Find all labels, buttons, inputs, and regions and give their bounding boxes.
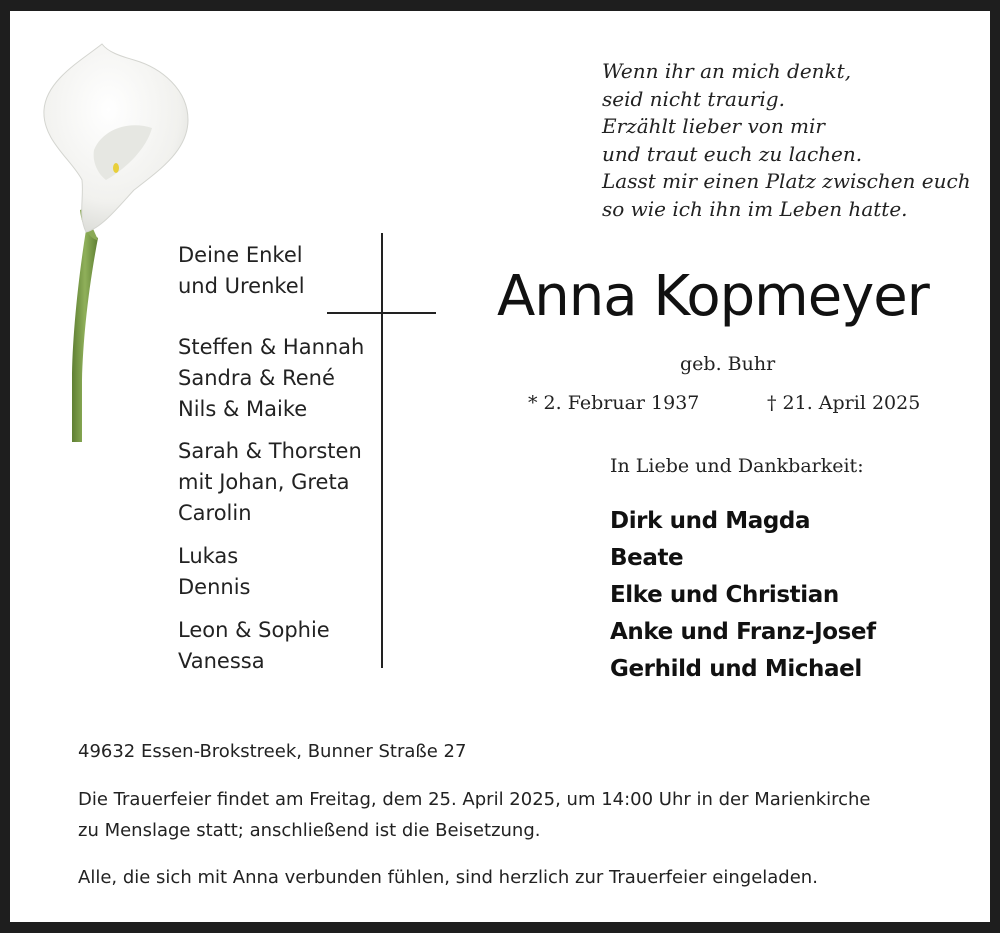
cross-vertical-bar [381, 233, 383, 668]
invitation-text: Alle, die sich mit Anna verbunden fühlen, sind herzlich zur Trauerfeier eingeladen. [78, 867, 818, 888]
poem-line: Wenn ihr an mich denkt, [602, 59, 852, 83]
grandchild-entry: Sandra & René [178, 366, 335, 390]
cross-horizontal-bar [327, 312, 436, 314]
grandchildren-group [178, 615, 330, 677]
poem-line: seid nicht traurig. [602, 86, 785, 111]
calla-lily-icon [42, 40, 192, 442]
mourner-name: Anke und Franz-Josef [610, 619, 876, 645]
mourner-name: Dirk und Magda [610, 508, 811, 534]
mourners-intro: In Liebe und Dankbarkeit: [610, 455, 864, 477]
ceremony-line: zu Menslage statt; anschließend ist die Beisetzung. [78, 820, 541, 841]
ceremony-line: Die Trauerfeier findet am Freitag, dem 25. April 2025, um 14:00 Uhr in der Marienkirche [78, 789, 871, 810]
mourners-list [610, 503, 876, 688]
grandchild-entry: Dennis [178, 575, 251, 599]
grandchild-entry: Sarah & Thorsten [178, 439, 362, 463]
death-date: † 21. April 2025 [767, 392, 921, 414]
maiden-name: geb. Buhr [680, 353, 776, 375]
grandchild-entry: Nils & Maike [178, 397, 308, 421]
grandchildren-heading-line: Deine Enkel [178, 243, 303, 267]
poem-line: Erzählt lieber von mir [602, 114, 825, 138]
grandchildren-group [178, 436, 362, 529]
poem-line: so wie ich ihn im Leben hatte. [602, 196, 908, 221]
birth-date: * 2. Februar 1937 [528, 392, 700, 414]
grandchildren-heading [178, 240, 305, 302]
grandchildren-heading-line: und Urenkel [178, 274, 305, 298]
grandchild-entry: mit Johan, Greta [178, 470, 350, 494]
mourner-name: Gerhild und Michael [610, 656, 862, 682]
deceased-name: Anna Kopmeyer [497, 264, 929, 329]
mourner-name: Beate [610, 545, 684, 571]
grandchild-entry: Lukas [178, 544, 239, 568]
grandchildren-group [178, 332, 364, 425]
grandchild-entry: Steffen & Hannah [178, 335, 365, 359]
poem-line: und traut euch zu lachen. [602, 141, 863, 166]
poem-line: Lasst mir einen Platz zwischen euch [602, 169, 971, 193]
grandchild-entry: Leon & Sophie [178, 618, 330, 642]
mourner-name: Elke und Christian [610, 582, 839, 608]
grandchildren-group [178, 541, 251, 603]
address: 49632 Essen-Brokstreek, Bunner Straße 27 [78, 741, 467, 762]
grandchild-entry: Vanessa [178, 649, 265, 673]
grandchild-entry: Carolin [178, 501, 252, 525]
poem [602, 58, 971, 223]
